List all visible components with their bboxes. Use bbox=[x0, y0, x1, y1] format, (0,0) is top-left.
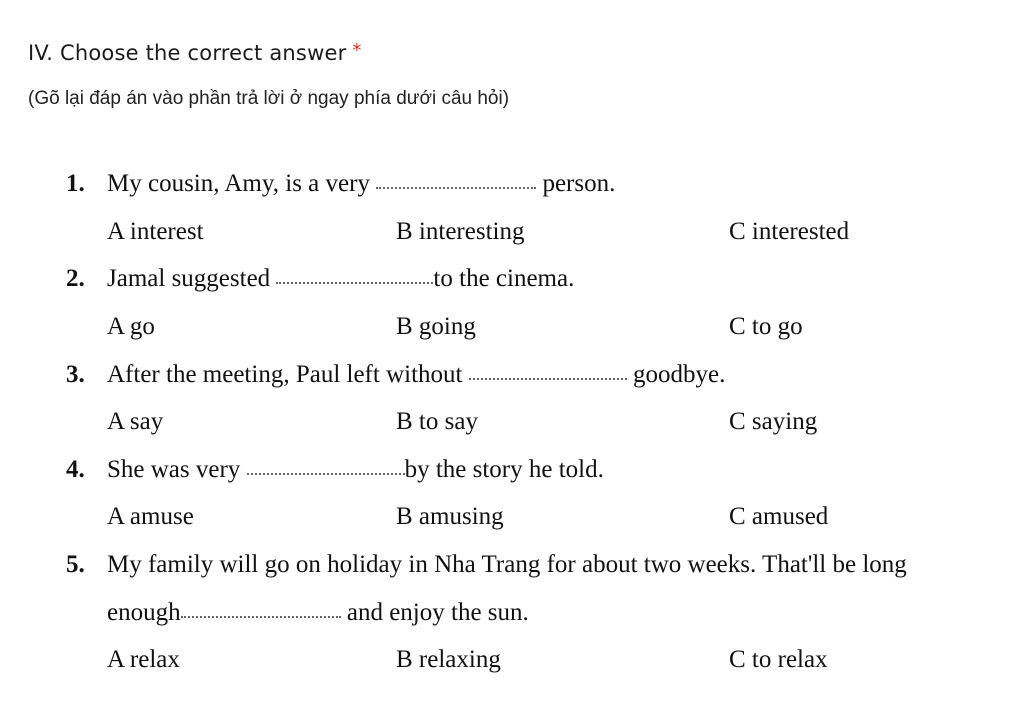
option-a: A interest bbox=[107, 218, 204, 245]
question-text-line-1: My family will go on holiday in Nha Trang for about two weeks. That'll be long bbox=[107, 551, 907, 578]
option-b: B going bbox=[396, 313, 476, 340]
option-c: C saying bbox=[729, 408, 818, 435]
option-b: B amusing bbox=[396, 503, 504, 530]
question-text-after: goodbye. bbox=[632, 361, 726, 388]
section-title bbox=[28, 40, 362, 65]
question-text-before: Jamal suggested bbox=[107, 265, 271, 292]
answer-blank bbox=[181, 602, 341, 618]
option-c: C to go bbox=[729, 313, 803, 340]
question-text bbox=[107, 361, 725, 389]
question-text-before: enough bbox=[107, 599, 181, 626]
option-b: B relaxing bbox=[396, 646, 501, 673]
instruction-text: (Gõ lại đáp án vào phần trả lời ở ngay phía dưới câu hỏi) bbox=[28, 88, 510, 109]
question-text bbox=[107, 265, 574, 293]
answer-blank bbox=[276, 268, 433, 284]
answer-blank bbox=[469, 364, 627, 380]
question-text-after: and enjoy the sun. bbox=[346, 599, 529, 626]
required-asterisk: * bbox=[352, 40, 362, 61]
question-text-before: She was very bbox=[107, 456, 241, 483]
answer-blank bbox=[247, 459, 405, 475]
option-a: A say bbox=[107, 408, 164, 435]
option-b: B to say bbox=[396, 408, 478, 435]
option-a: A amuse bbox=[107, 503, 194, 530]
section-title-text: IV. Choose the correct answer bbox=[28, 41, 347, 65]
question-text bbox=[107, 170, 615, 198]
question-text-after: to the cinema. bbox=[433, 265, 575, 292]
option-a: A go bbox=[107, 313, 155, 340]
option-c: C interested bbox=[729, 218, 850, 245]
option-c: C to relax bbox=[729, 646, 828, 673]
question-number: 5. bbox=[66, 551, 85, 578]
question-text bbox=[107, 456, 604, 484]
question-text-before: After the meeting, Paul left without bbox=[107, 361, 463, 388]
question-number: 3. bbox=[66, 361, 85, 388]
answer-blank bbox=[376, 173, 536, 189]
question-number: 2. bbox=[66, 265, 85, 292]
question-text-before: My cousin, Amy, is a very bbox=[107, 170, 370, 197]
question-text-after: by the story he told. bbox=[404, 456, 604, 483]
question-number: 1. bbox=[66, 170, 85, 197]
question-number: 4. bbox=[66, 456, 85, 483]
option-b: B interesting bbox=[396, 218, 525, 245]
question-text-after: person. bbox=[542, 170, 616, 197]
question-text bbox=[107, 599, 529, 627]
option-a: A relax bbox=[107, 646, 180, 673]
option-c: C amused bbox=[729, 503, 829, 530]
